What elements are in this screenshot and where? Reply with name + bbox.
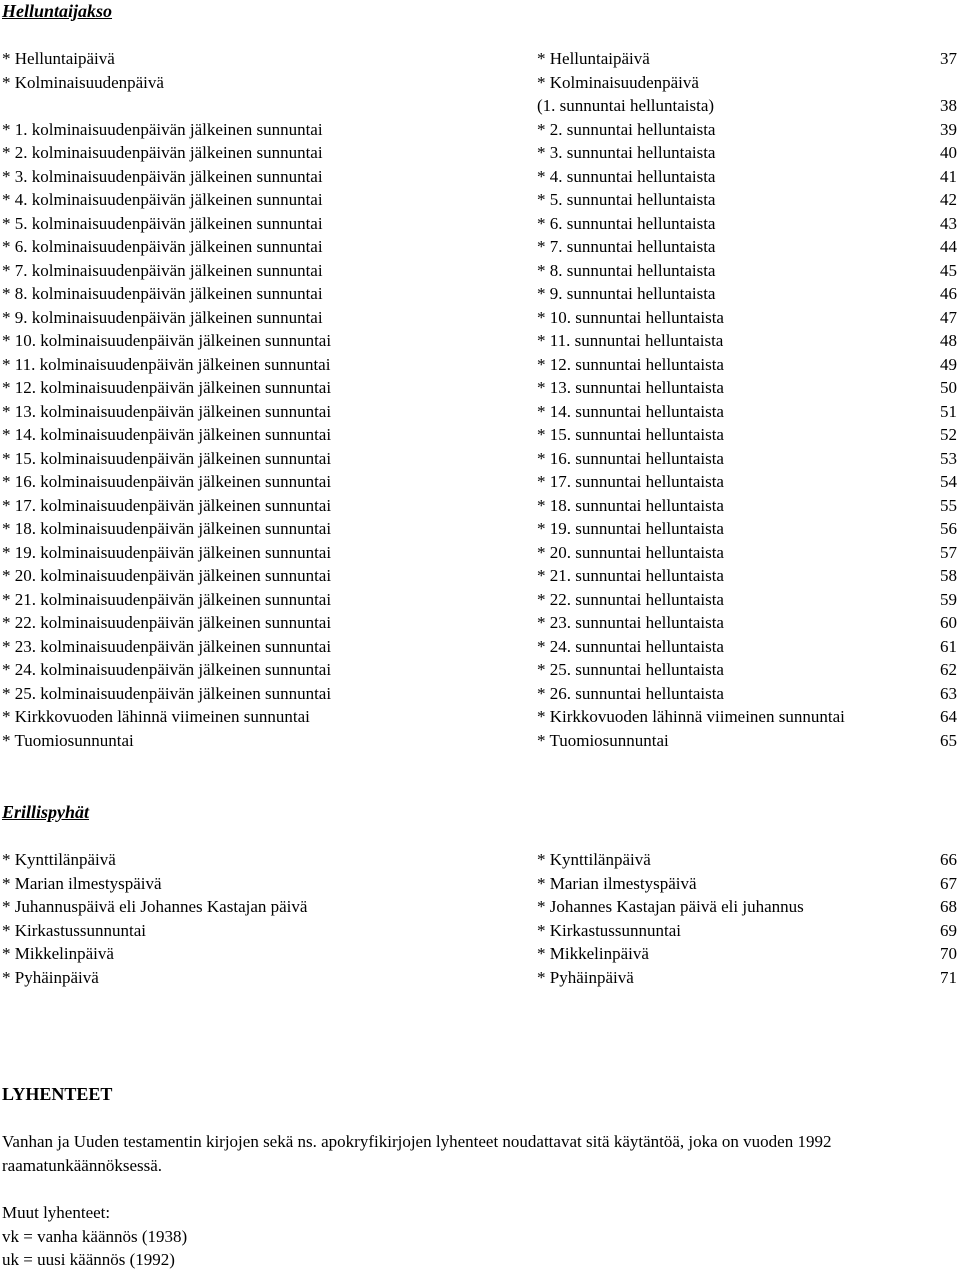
page-number: 62 <box>940 660 957 679</box>
entry-text: * 5. sunnuntai helluntaista <box>537 190 716 209</box>
list-item: * 22. kolminaisuudenpäivän jälkeinen sunnuntai <box>2 613 332 632</box>
page-number: 53 <box>940 448 957 468</box>
entry-text: * 10. sunnuntai helluntaista <box>537 307 724 327</box>
pentecost-new-list <box>537 47 959 752</box>
entry-text: * Kolminaisuudenpäivä <box>537 72 699 92</box>
entry-text: * Helluntaipäivä <box>537 49 650 68</box>
list-item: * 10. kolminaisuudenpäivän jälkeinen sunnuntai <box>2 331 332 350</box>
page-number: 43 <box>940 213 957 233</box>
page-number: 51 <box>940 401 957 421</box>
entry-text: * 13. sunnuntai helluntaista <box>537 378 724 397</box>
entry-text: * 8. sunnuntai helluntaista <box>537 260 716 280</box>
list-item: * 15. kolminaisuudenpäivän jälkeinen sunnuntai <box>2 448 332 468</box>
entry-text: * Tuomiosunnuntai <box>537 730 669 750</box>
list-item: * 12. kolminaisuudenpäivän jälkeinen sunnuntai <box>2 378 332 397</box>
list-item <box>537 564 959 588</box>
page-number: 48 <box>940 331 957 350</box>
list-item: * 18. kolminaisuudenpäivän jälkeinen sunnuntai <box>2 519 332 538</box>
entry-text: * 22. sunnuntai helluntaista <box>537 589 724 609</box>
list-item <box>537 282 959 306</box>
entry-text: * 6. sunnuntai helluntaista <box>537 213 716 233</box>
list-item: * 1. kolminaisuudenpäivän jälkeinen sunnuntai <box>2 119 323 139</box>
entry-text: * Kirkkovuoden lähinnä viimeinen sunnuntai <box>537 707 845 726</box>
list-item: * 17. kolminaisuudenpäivän jälkeinen sunnuntai <box>2 495 332 515</box>
list-item <box>537 895 959 919</box>
list-item <box>537 306 959 330</box>
page-number: 47 <box>940 307 957 327</box>
entry-text: * 15. sunnuntai helluntaista <box>537 425 724 444</box>
list-item: * Juhannuspäivä eli Johannes Kastajan päivä <box>2 897 308 916</box>
list-item <box>537 470 959 494</box>
entry-text: * 23. sunnuntai helluntaista <box>537 613 724 632</box>
entry-text: (1. sunnuntai helluntaista) <box>537 96 715 115</box>
list-item: * Kirkkovuoden lähinnä viimeinen sunnuntai <box>2 707 310 726</box>
list-item: * 25. kolminaisuudenpäivän jälkeinen sunnuntai <box>2 683 332 703</box>
page-number: 42 <box>940 190 957 209</box>
list-item: * Kynttilänpäivä <box>2 850 116 869</box>
list-item: * Kolminaisuudenpäivä <box>2 72 164 92</box>
list-item: * 8. kolminaisuudenpäivän jälkeinen sunnuntai <box>2 284 323 303</box>
list-item: * Tuomiosunnuntai <box>2 730 134 750</box>
list-item <box>537 353 959 377</box>
page-number: 65 <box>940 730 957 750</box>
entry-text: * 17. sunnuntai helluntaista <box>537 472 724 491</box>
page-number: 55 <box>940 495 957 515</box>
list-item <box>537 447 959 471</box>
list-item <box>537 705 959 729</box>
entry-text: * Johannes Kastajan päivä eli juhannus <box>537 897 804 916</box>
entry-text: * 14. sunnuntai helluntaista <box>537 401 724 421</box>
page-number: 45 <box>940 260 957 280</box>
list-item: * 19. kolminaisuudenpäivän jälkeinen sunnuntai <box>2 542 332 562</box>
list-item <box>537 635 959 659</box>
entry-text: * Kirkastussunnuntai <box>537 920 682 940</box>
list-item: * 21. kolminaisuudenpäivän jälkeinen sunnuntai <box>2 589 332 609</box>
entry-text: * 16. sunnuntai helluntaista <box>537 448 724 468</box>
entry-text: * 2. sunnuntai helluntaista <box>537 119 716 139</box>
page-number: 56 <box>940 519 957 538</box>
list-item <box>537 141 959 165</box>
page-number: 50 <box>940 378 957 397</box>
entry-text: * 20. sunnuntai helluntaista <box>537 542 724 562</box>
list-item <box>537 47 959 71</box>
page-number: 58 <box>940 566 957 585</box>
page-number: 38 <box>940 96 957 115</box>
list-item: * 4. kolminaisuudenpäivän jälkeinen sunnuntai <box>2 190 323 209</box>
list-item <box>537 329 959 353</box>
list-item <box>537 541 959 565</box>
list-item: * 13. kolminaisuudenpäivän jälkeinen sunnuntai <box>2 401 332 421</box>
list-item: * 6. kolminaisuudenpäivän jälkeinen sunnuntai <box>2 237 323 256</box>
abbreviation-item: uk = uusi käännös (1992) <box>2 1250 175 1269</box>
entry-text: * 9. sunnuntai helluntaista <box>537 284 716 303</box>
list-item <box>537 682 959 706</box>
section-title-special-days: Erillispyhät <box>2 802 90 822</box>
list-item <box>537 872 959 896</box>
list-item <box>537 588 959 612</box>
page-number: 52 <box>940 425 957 444</box>
entry-text: * 12. sunnuntai helluntaista <box>537 354 724 374</box>
entry-text: * 26. sunnuntai helluntaista <box>537 683 724 703</box>
entry-text: * 24. sunnuntai helluntaista <box>537 636 724 656</box>
list-item <box>537 423 959 447</box>
special-days-new-list <box>537 848 959 989</box>
list-item: * 20. kolminaisuudenpäivän jälkeinen sunnuntai <box>2 566 332 585</box>
page-number: 68 <box>940 897 957 916</box>
list-item: * 16. kolminaisuudenpäivän jälkeinen sunnuntai <box>2 472 332 491</box>
list-item <box>537 118 959 142</box>
list-item <box>2 94 502 118</box>
page-number: 61 <box>940 636 957 656</box>
list-item: * 9. kolminaisuudenpäivän jälkeinen sunnuntai <box>2 307 323 327</box>
list-item: * Kirkastussunnuntai <box>2 920 147 940</box>
list-item <box>537 235 959 259</box>
abbreviation-item: vk = vanha käännös (1938) <box>2 1226 188 1246</box>
section-title-pentecost: Helluntaijakso <box>2 1 113 21</box>
list-item: * 23. kolminaisuudenpäivän jälkeinen sunnuntai <box>2 636 332 656</box>
entry-text: * 25. sunnuntai helluntaista <box>537 660 724 679</box>
page-number: 71 <box>940 967 957 987</box>
page-number: 59 <box>940 589 957 609</box>
page-number: 46 <box>940 284 957 303</box>
list-item: * Marian ilmestyspäivä <box>2 873 162 893</box>
list-item <box>537 165 959 189</box>
list-item <box>537 400 959 424</box>
entry-text: * Kynttilänpäivä <box>537 850 651 869</box>
pentecost-old-list <box>2 47 502 752</box>
list-item <box>537 966 959 990</box>
page-number: 39 <box>940 119 957 139</box>
list-item <box>537 919 959 943</box>
entry-text: * Marian ilmestyspäivä <box>537 873 697 893</box>
page-number: 70 <box>940 944 957 963</box>
list-item <box>537 848 959 872</box>
special-days-old-list <box>2 848 502 989</box>
other-abbreviations-label: Muut lyhenteet: <box>2 1203 111 1222</box>
list-item: * 3. kolminaisuudenpäivän jälkeinen sunnuntai <box>2 166 323 186</box>
list-item <box>537 94 959 118</box>
list-item: * Pyhäinpäivä <box>2 967 99 987</box>
page-number: 40 <box>940 143 957 162</box>
list-item <box>537 658 959 682</box>
list-item <box>537 188 959 212</box>
list-item: * 24. kolminaisuudenpäivän jälkeinen sunnuntai <box>2 660 332 679</box>
list-item <box>537 494 959 518</box>
page-number: 67 <box>940 873 957 893</box>
page-number: 49 <box>940 354 957 374</box>
list-item <box>537 259 959 283</box>
list-item: * 2. kolminaisuudenpäivän jälkeinen sunnuntai <box>2 143 323 162</box>
list-item <box>537 71 959 95</box>
list-item: * Helluntaipäivä <box>2 49 115 68</box>
page-number: 63 <box>940 683 957 703</box>
entry-text: * 18. sunnuntai helluntaista <box>537 495 724 515</box>
page-number: 66 <box>940 850 957 869</box>
page-number: 57 <box>940 542 957 562</box>
entry-text: * 11. sunnuntai helluntaista <box>537 331 724 350</box>
page-number: 37 <box>940 49 957 68</box>
page-number: 41 <box>940 166 957 186</box>
entry-text: * 4. sunnuntai helluntaista <box>537 166 716 186</box>
list-item <box>537 517 959 541</box>
abbreviations-title: LYHENTEET <box>2 1084 113 1104</box>
list-item <box>537 942 959 966</box>
page-number: 64 <box>940 707 957 726</box>
entry-text: * Pyhäinpäivä <box>537 967 634 987</box>
list-item: * 7. kolminaisuudenpäivän jälkeinen sunnuntai <box>2 260 323 280</box>
list-item: * 14. kolminaisuudenpäivän jälkeinen sunnuntai <box>2 425 332 444</box>
list-item <box>537 611 959 635</box>
page-number: 60 <box>940 613 957 632</box>
list-item <box>537 376 959 400</box>
entry-text: * 7. sunnuntai helluntaista <box>537 237 716 256</box>
entry-text: * 21. sunnuntai helluntaista <box>537 566 724 585</box>
entry-text: * 3. sunnuntai helluntaista <box>537 143 716 162</box>
page-number: 44 <box>940 237 957 256</box>
entry-text: * Mikkelinpäivä <box>537 944 649 963</box>
list-item <box>537 729 959 753</box>
page-number: 69 <box>940 920 957 940</box>
abbreviations-paragraph: Vanhan ja Uuden testamentin kirjojen sekä ns. apokryfikirjojen lyhenteet noudattavat sitä käytäntöä, joka on vuoden 1992 raamatunkäännöksessä. <box>2 1132 832 1175</box>
list-item: * 5. kolminaisuudenpäivän jälkeinen sunnuntai <box>2 213 323 233</box>
list-item <box>537 212 959 236</box>
list-item: * Mikkelinpäivä <box>2 944 114 963</box>
list-item: * 11. kolminaisuudenpäivän jälkeinen sunnuntai <box>2 354 331 374</box>
entry-text: * 19. sunnuntai helluntaista <box>537 519 724 538</box>
page-number: 54 <box>940 472 957 491</box>
